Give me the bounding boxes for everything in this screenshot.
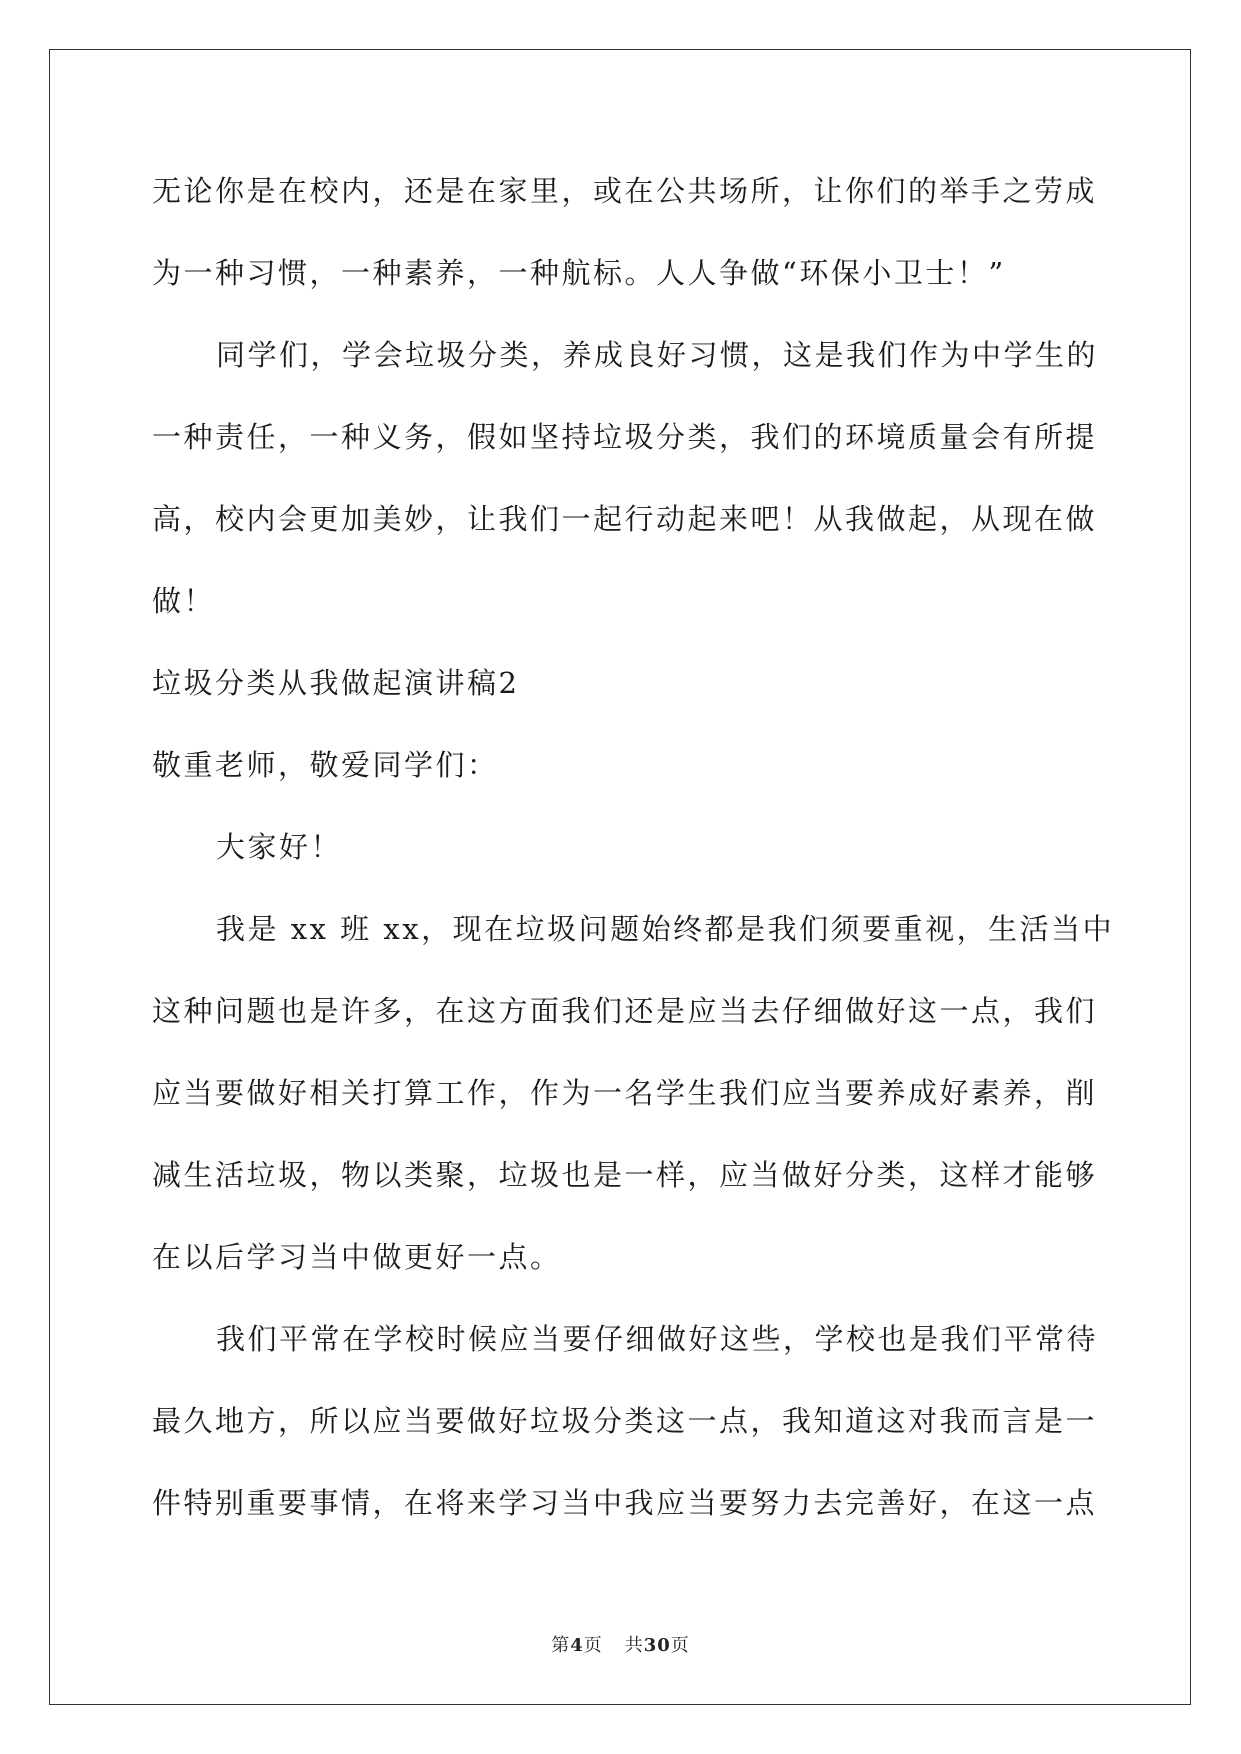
paragraph-start-line: 同学们，学会垃圾分类，养成良好习惯，这是我们作为中学生的 [216, 338, 1099, 372]
total-pages: 30 [643, 1635, 671, 1656]
footer-total-prefix: 共 [624, 1635, 644, 1656]
text-line: 应当要做好相关打算工作，作为一名学生我们应当要养成好素养，削 [152, 1076, 1098, 1110]
footer-page-suffix: 页 [583, 1635, 603, 1656]
document-body [152, 163, 1115, 1557]
greeting: 大家好！ [216, 830, 343, 864]
page-number: 4 [570, 1635, 584, 1656]
salutation: 敬重老师，敬爱同学们： [152, 748, 499, 782]
text-line: 高，校内会更加美妙，让我们一起行动起来吧！从我做起，从现在做 [152, 502, 1098, 536]
paragraph-start-line: 我们平常在学校时候应当要仔细做好这些，学校也是我们平常待 [216, 1322, 1099, 1356]
text-line: 减生活垃圾，物以类聚，垃圾也是一样，应当做好分类，这样才能够 [152, 1158, 1098, 1192]
text-line: 为一种习惯，一种素养，一种航标。人人争做“环保小卫士！” [152, 256, 1006, 290]
text-line: 这种问题也是许多，在这方面我们还是应当去仔细做好这一点，我们 [152, 994, 1098, 1028]
footer-total-suffix: 页 [670, 1635, 690, 1656]
text-line: 无论你是在校内，还是在家里，或在公共场所，让你们的举手之劳成 [152, 174, 1098, 208]
text-line: 做！ [152, 584, 216, 618]
page-footer [0, 1631, 1241, 1657]
text-line: 件特别重要事情，在将来学习当中我应当要努力去完善好，在这一点 [152, 1486, 1098, 1520]
text-line: 最久地方，所以应当要做好垃圾分类这一点，我知道这对我而言是一 [152, 1404, 1098, 1438]
text-line: 在以后学习当中做更好一点。 [152, 1240, 562, 1274]
text-line: 一种责任，一种义务，假如坚持垃圾分类，我们的环境质量会有所提 [152, 420, 1098, 454]
footer-prefix: 第 [551, 1635, 571, 1656]
section-title: 垃圾分类从我做起演讲稿2 [152, 666, 520, 700]
paragraph-start-line: 我是 xx 班 xx，现在垃圾问题始终都是我们须要重视，生活当中 [216, 912, 1115, 946]
